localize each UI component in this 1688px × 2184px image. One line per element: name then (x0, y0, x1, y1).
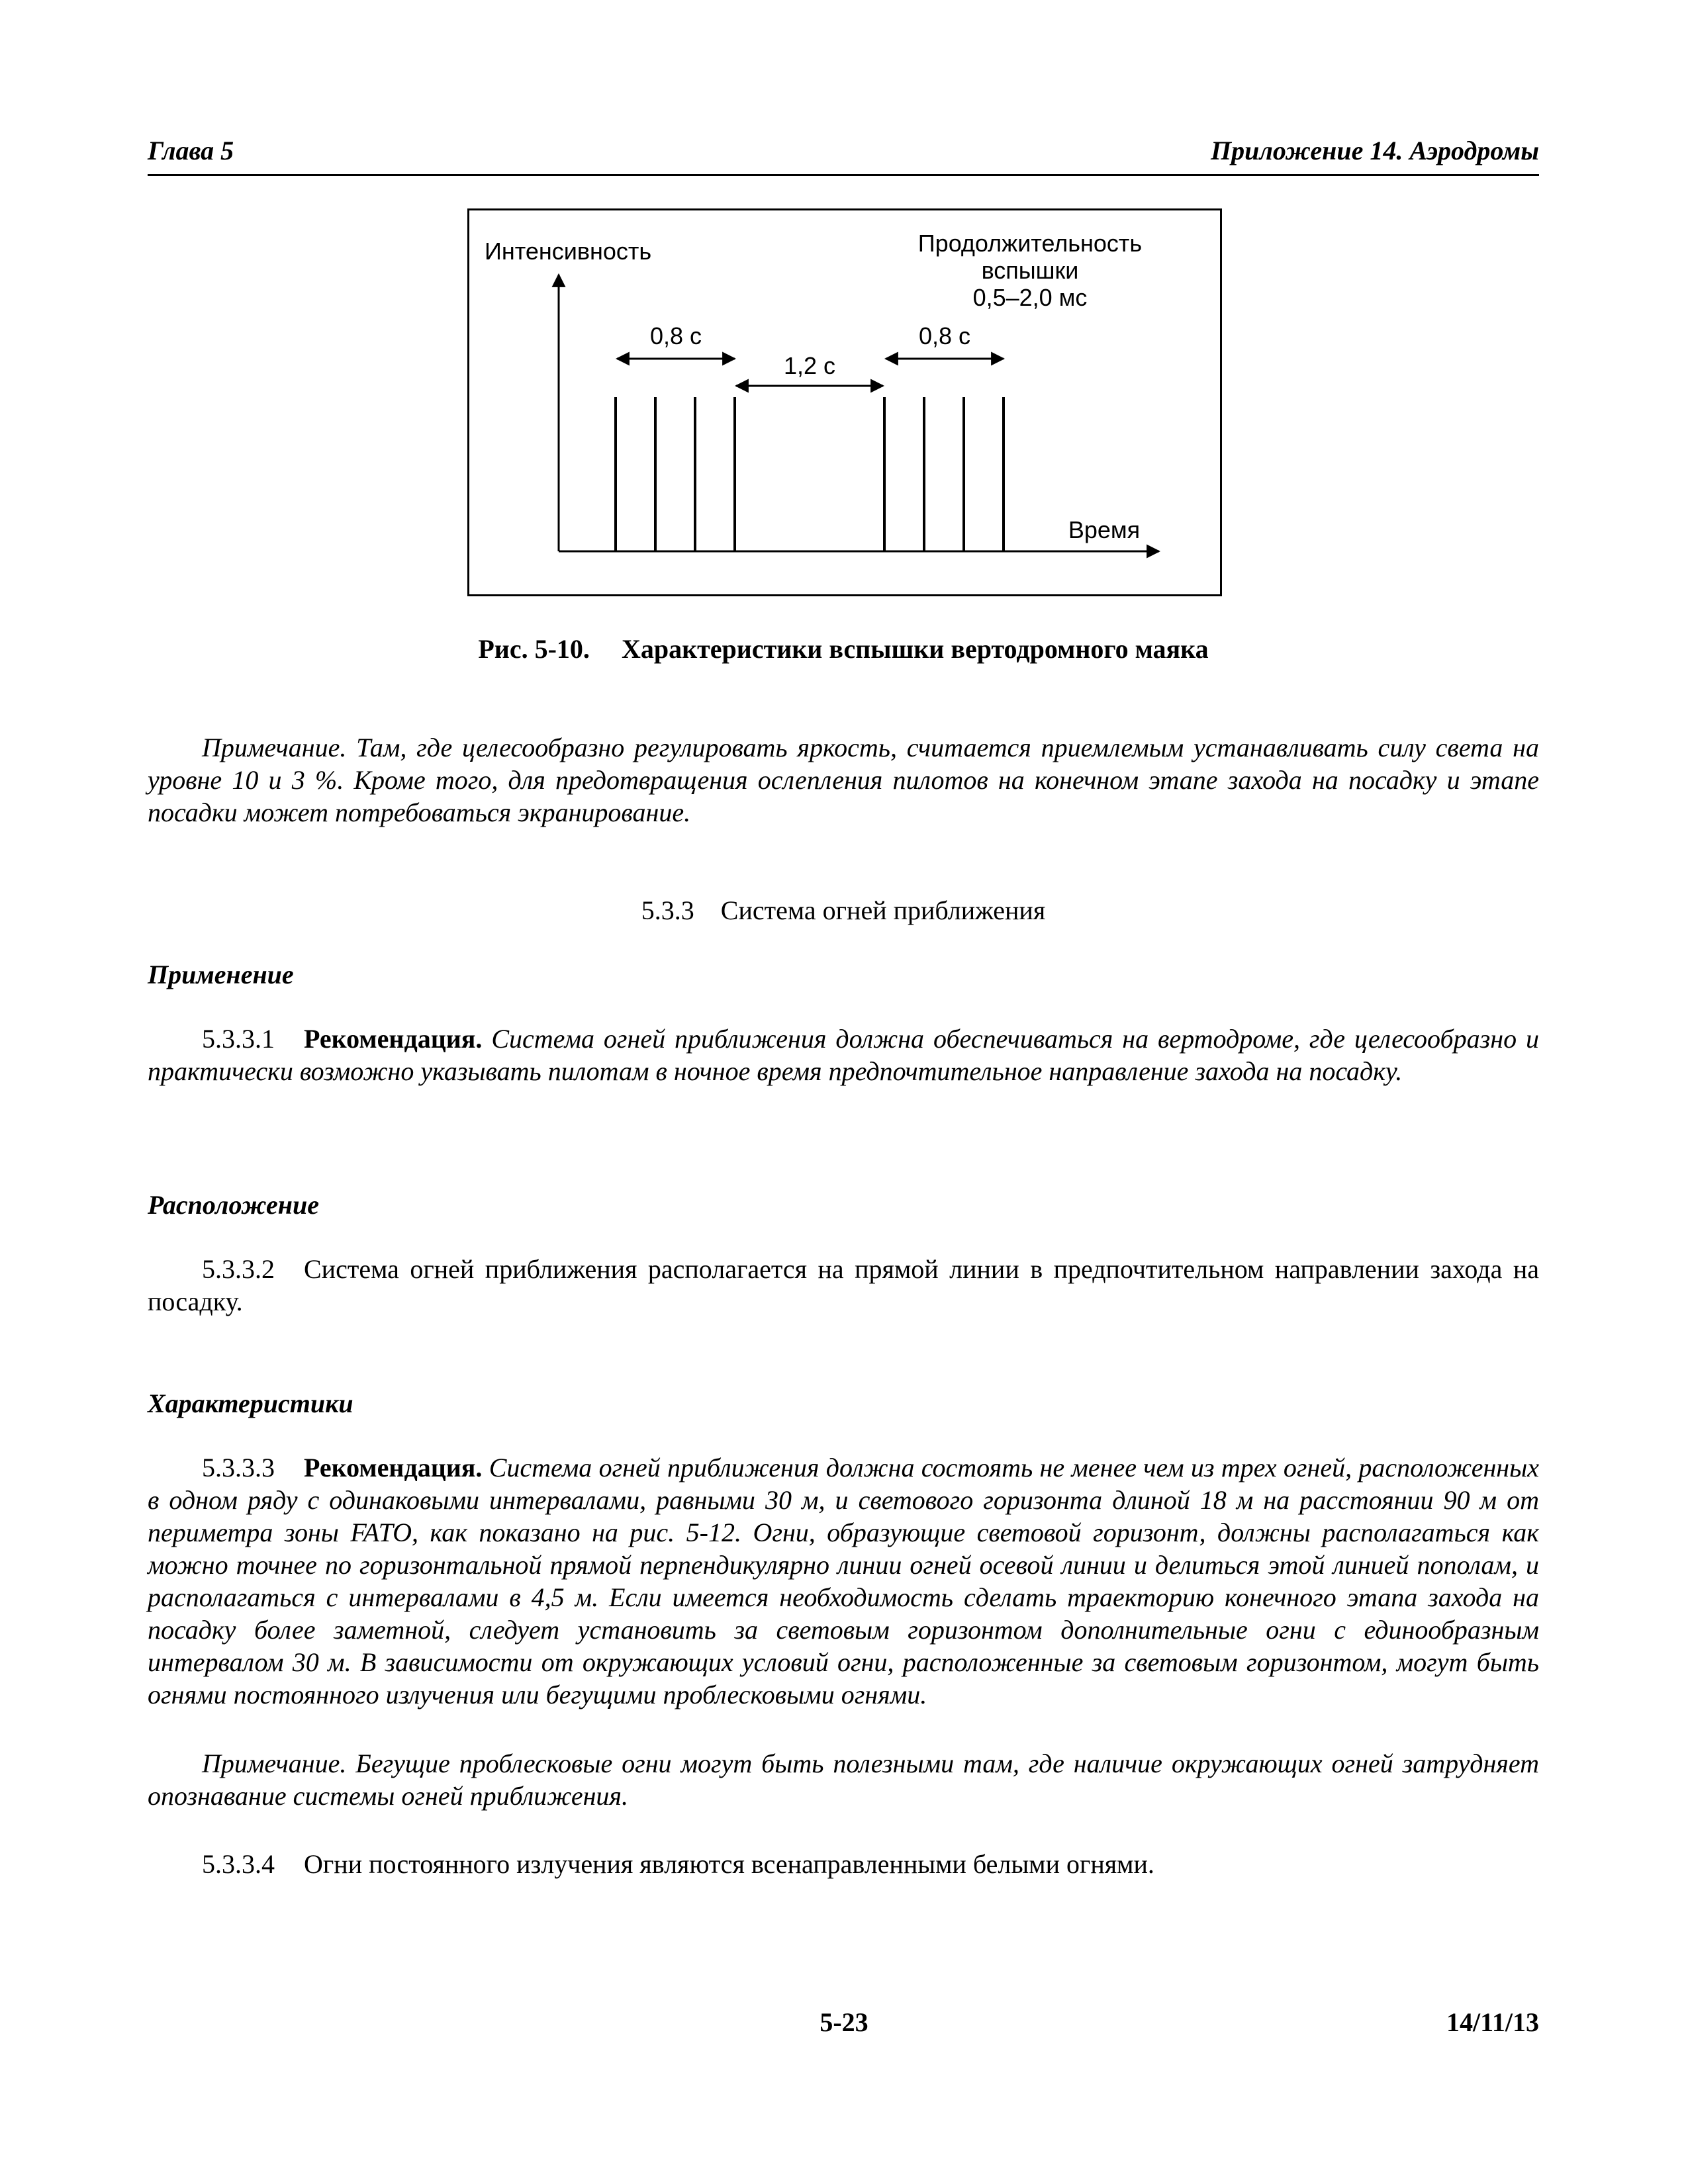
paragraph-text: Система огней приближения располагается на прямой линии в предпочтительном направлении захода на посадку. (148, 1254, 1539, 1316)
note-sequenced-flashing: Примечание. Бегущие проблесковые огни могут быть полезными там, где наличие окружающих огней затрудняет опознавание системы огней приближения. (148, 1749, 1539, 1811)
y-axis-label: Интенсивность (485, 238, 652, 265)
page-number: 5-23 (820, 2007, 868, 2037)
paragraph-text: Система огней приближения должна состоять не менее чем из трех огней, расположенных в одном ряду с одинаковыми интервалами, равными 30 м, и светового горизонта длиной 18 м на расстоянии 90 м от периметра зоны FATO, как показано на рис. 5-12. Огни, образующие световой горизонт, должны располагаться как можно точнее по горизонтальной прямой перпендикулярно линии огней осевой линии и делиться этой линией пополам, и располагаться с интервалами в 4,5 м. Если имеется необходимость сделать траекторию конечного этапа захода на посадку более заметной, следует установить за световым горизонтом дополнительные огни с единообразным интервалом 30 м. В зависимости от окружающих условий огни, расположенные за световым горизонтом, могут быть огнями постоянного излучения или бегущими проблесковыми огнями. (148, 1453, 1539, 1709)
x-axis-label: Время (1068, 516, 1141, 543)
paragraph-number: 5.3.3.1 (202, 1024, 275, 1054)
paragraph-5-3-3-1 (148, 1023, 1539, 1087)
paragraph-number: 5.3.3.2 (202, 1254, 275, 1284)
figure-caption (148, 632, 1539, 666)
subheading-characteristics: Характеристики (148, 1388, 353, 1418)
interval-middle-label: 1,2 с (783, 352, 836, 379)
recommendation-label: Рекомендация. (304, 1453, 483, 1482)
subheading-location: Расположение (148, 1190, 319, 1220)
caption-number: Рис. 5-10. (478, 634, 590, 664)
paragraph-5-3-3-4 (148, 1848, 1539, 1880)
flash-characteristics-figure (467, 208, 1222, 596)
paragraph-number: 5.3.3.4 (202, 1849, 275, 1879)
amendment-date: 14/11/13 (1446, 2007, 1539, 2037)
header-annex: Приложение 14. Аэродромы (1210, 136, 1539, 165)
subheading-application: Применение (148, 960, 294, 989)
caption-title: Характеристики вспышки вертодромного маяка (621, 634, 1209, 664)
duration-label-line1: Продолжительность (917, 230, 1143, 257)
section-title: Система огней приближения (720, 895, 1046, 925)
duration-label-line3: 0,5–2,0 мс (972, 284, 1088, 311)
paragraph-5-3-3-3 (148, 1451, 1539, 1711)
flash-diagram (467, 208, 1222, 596)
interval-right-label: 0,8 с (918, 322, 971, 349)
paragraph-number: 5.3.3.3 (202, 1453, 275, 1482)
interval-left-label: 0,8 с (649, 322, 702, 349)
duration-label-line2: вспышки (981, 257, 1079, 284)
section-heading (148, 893, 1539, 928)
header-rule (148, 174, 1539, 176)
flash-pulses (616, 397, 1004, 551)
note-brightness: Примечание. Там, где целесообразно регулировать яркость, считается приемлемым устанавливать силу света на уровне 10 и 3 %. Кроме того, для предотвращения ослепления пилотов на конечном этапе захода на посадку и этапе посадки может потребоваться экранирование. (148, 733, 1539, 827)
paragraph-text: Огни постоянного излучения являются всенаправленными белыми огнями. (304, 1849, 1154, 1879)
paragraph-text: Система огней приближения должна обеспечиваться на вертодроме, где целесообразно и практически возможно указывать пилотам в ночное время предпочтительное направление захода на посадку. (148, 1024, 1540, 1086)
paragraph-5-3-3-2 (148, 1253, 1539, 1318)
section-number: 5.3.3 (641, 895, 694, 925)
recommendation-label: Рекомендация. (304, 1024, 483, 1054)
header-chapter: Глава 5 (148, 136, 234, 165)
